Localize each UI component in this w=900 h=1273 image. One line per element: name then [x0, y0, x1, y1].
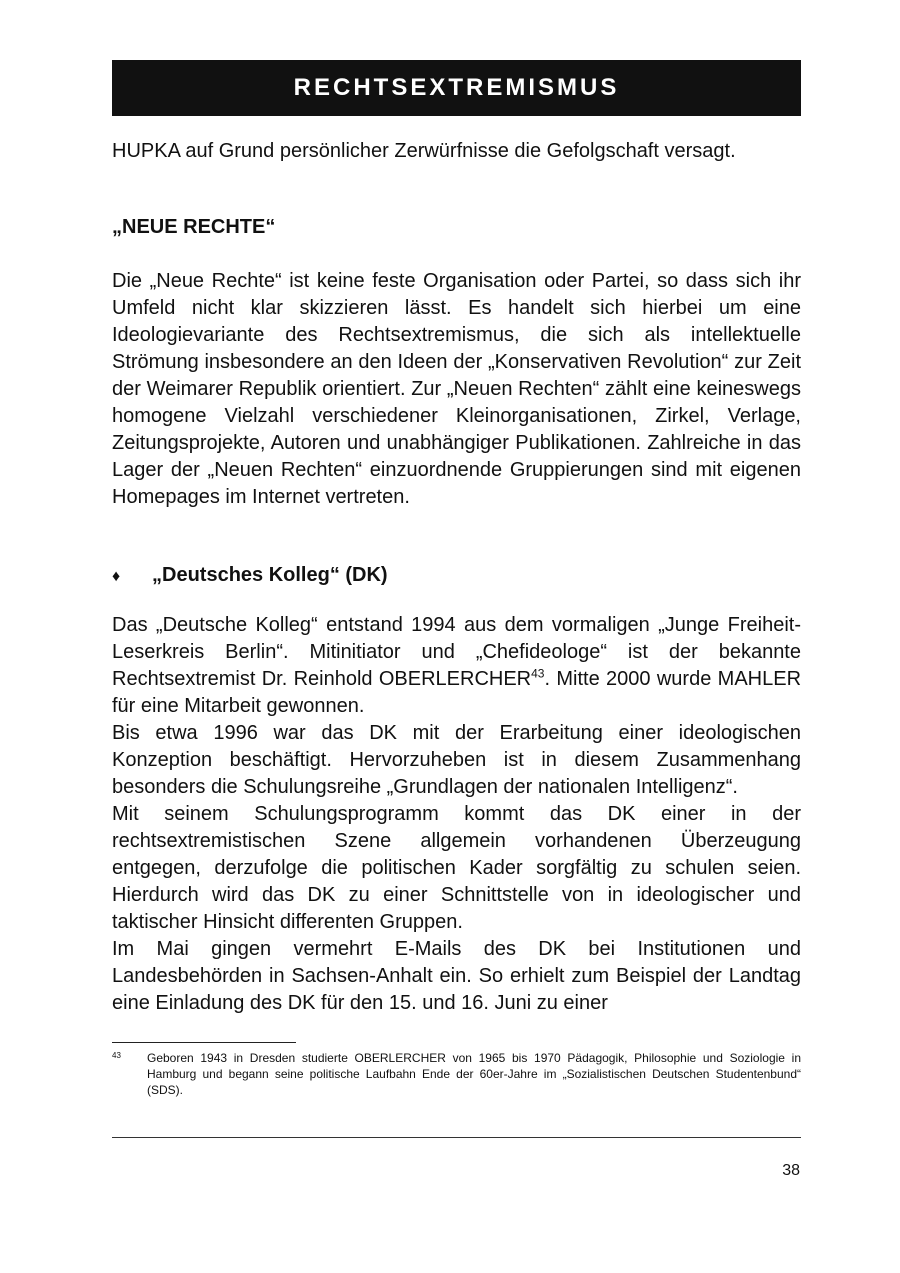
- footnote-reference[interactable]: 43: [531, 666, 545, 681]
- section-heading: „NEUE RECHTE“: [112, 216, 276, 238]
- intro-text: HUPKA auf Grund persönlicher Zerwürfnisse die Gefolgschaft versagt.: [112, 140, 736, 162]
- paragraph-4: Im Mai gingen vermehrt E-Mails des DK bei Institutionen und Landesbehörden in Sachsen-Anhalt ein. So erhielt zum Beispiel der Landtag eine Einladung des DK für den 15. und 16. Juni zu einer: [112, 938, 801, 1014]
- paragraph-1-text: Das „Deutsche Kolleg“ entstand 1994 aus dem vormaligen „Junge Freiheit-Leserkreis Berlin“. Mitinitiator und „Chefideologe“ ist der bekannte Rechtsextremist Dr. Reinhold OBERLERCHER: [112, 614, 801, 690]
- subsection-heading: [112, 564, 388, 587]
- paragraph-1: [112, 612, 801, 720]
- footnote-text: Geboren 1943 in Dresden studierte OBERLERCHER von 1965 bis 1970 Pädagogik, Philosophie und Soziologie in Hamburg und begann seine politische Laufbahn Ende der 60er-Jahre im „Sozialistischen Deutschen Studentenbund“ (SDS).: [147, 1051, 801, 1097]
- subsection-body: [112, 612, 801, 1017]
- diamond-bullet-icon: ♦: [112, 568, 121, 585]
- page-number: 38: [782, 1162, 800, 1179]
- page-bottom-divider: [112, 1137, 801, 1138]
- chapter-title: RECHTSEXTREMISMUS: [293, 74, 620, 101]
- chapter-header-bar: [112, 60, 801, 116]
- footnote-divider: [112, 1042, 296, 1043]
- section-paragraph: Die „Neue Rechte“ ist keine feste Organisation oder Partei, so dass sich ihr Umfeld nicht klar skizzieren lässt. Es handelt sich hierbei um eine Ideologievariante des Rechtsextremismus, die sich als intellektuelle Strömung insbesondere an den Ideen der „Konservativen Revolution“ zur Zeit der Weimarer Republik orientiert. Zur „Neuen Rechten“ zählt eine keineswegs homogene Vielzahl verschiedener Kleinorganisationen, Zirkel, Verlage, Zeitungsprojekte, Autoren und unabhängiger Publikationen. Zahlreiche in das Lager der „Neuen Rechten“ einzuordnende Gruppierungen sind mit eigenen Homepages im Internet vertreten.: [112, 270, 801, 508]
- intro-paragraph: [112, 138, 801, 165]
- section-paragraph-block: [112, 268, 801, 511]
- subsection-heading-text: „Deutsches Kolleg“ (DK): [152, 564, 388, 586]
- footnote-marker: 43: [112, 1051, 121, 1060]
- paragraph-1-text-end: . Mitte 2000 wurde MAHLER für eine Mitarbeit gewonnen.: [112, 668, 802, 717]
- footnote: [112, 1050, 801, 1098]
- paragraph-2: Bis etwa 1996 war das DK mit der Erarbeitung einer ideologischen Konzeption beschäftigt. Hervorzuheben ist in diesem Zusammenhang besonders die Schulungsreihe „Grundlagen der nationalen Intelligenz“.: [112, 722, 801, 798]
- paragraph-3: Mit seinem Schulungsprogramm kommt das DK einer in der rechtsextremistischen Szene allgemein vorhandenen Überzeugung entgegen, derzufolge die politischen Kader sorgfältig zu schulen seien. Hierdurch wird das DK zu einer Schnittstelle von in ideologischer und taktischer Hinsicht differenten Gruppen.: [112, 803, 801, 933]
